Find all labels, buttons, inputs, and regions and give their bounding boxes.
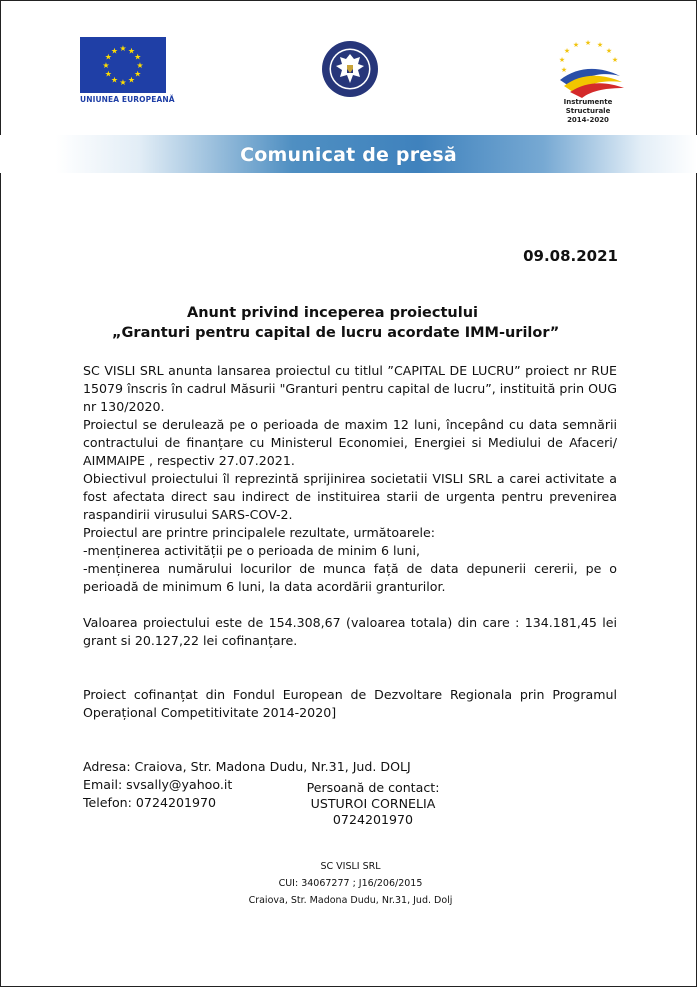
contact-person-block (0, 780, 700, 828)
paragraph-result-1: -menținerea activității pe o perioada de minim 6 luni, (83, 543, 420, 558)
address-line: Adresa: Craiova, Str. Madona Dudu, Nr.31, Jud. DOLJ (83, 759, 411, 774)
svg-text:★: ★ (584, 39, 592, 47)
company-footer (0, 858, 700, 909)
phone-line: Telefon: 0724201970 (83, 795, 217, 810)
svg-text:★: ★ (119, 78, 127, 87)
announcement-heading (0, 303, 700, 343)
svg-text:★: ★ (572, 41, 580, 49)
heading-line-2: „Granturi pentru capital de lucru acordate IMM-urilor” (112, 325, 560, 341)
paragraph-duration: Proiectul se derulează pe o perioada de maxim 12 luni, începând cu data semnării contractului de finanțare cu Ministerul Economiei, Energiei si Mediului de Afaceri/ AIMMAIPE , respectiv 27.07.2021. (83, 417, 617, 468)
svg-text:★: ★ (134, 69, 142, 79)
paragraph-result-2: -menținerea numărului locurilor de munca față de data depunerii cererii, pe o perioadă de minimum 6 luni, la data acordării granturilor. (83, 561, 617, 594)
svg-text:★: ★ (110, 46, 119, 56)
svg-text:★: ★ (104, 69, 112, 79)
is-caption-line1: Instrumente Structurale (563, 98, 613, 115)
svg-text:★: ★ (563, 47, 571, 55)
paragraph-project-value: Valoarea proiectului este de 154.308,67 (valoarea totala) din care : 134.181,45 lei grant si 20.127,22 lei cofinanțare. (83, 615, 617, 648)
paragraph-objective: Obiectivul proiectului îl reprezintă sprijinirea societatii VISLI SRL a carei activitate a fost afectata direct sau indirect de instituirea starii de urgenta pentru prevenirea raspandirii virusului SARS-COV-2. (83, 471, 617, 522)
eu-logo (80, 37, 175, 104)
contact-phone: 0724201970 (332, 812, 414, 827)
contact-name: USTUROI CORNELIA (310, 796, 436, 811)
paragraph-results-intro: Proiectul are printre principalele rezultate, următoarele: (83, 525, 435, 540)
body-text (83, 362, 617, 812)
heading-line-1: Anunt privind inceperea proiectului (187, 305, 479, 321)
eu-flag-icon (80, 37, 166, 93)
instrumente-structurale-caption (548, 98, 628, 125)
svg-text:★: ★ (102, 61, 110, 70)
paragraph-cofinancing: Proiect cofinanțat din Fondul European de Dezvoltare Regionala prin Programul Operațional Competitivitate 2014-2020] (83, 687, 617, 720)
contact-label: Persoană de contact: (306, 780, 440, 795)
svg-text:★: ★ (558, 56, 566, 64)
gov-logo (320, 39, 380, 99)
svg-text:★: ★ (119, 44, 127, 53)
svg-text:★: ★ (104, 52, 112, 62)
svg-text:★: ★ (611, 56, 619, 64)
is-caption-line2: 2014-2020 (567, 116, 609, 124)
footer-ids: CUI: 34067277 ; J16/206/2015 (278, 878, 423, 889)
svg-text:★: ★ (127, 46, 136, 56)
banner-title: Comunicat de presă (240, 144, 457, 166)
romania-coat-of-arms-icon (320, 39, 380, 99)
press-release-banner (0, 135, 697, 173)
structural-instruments-icon (538, 36, 638, 98)
footer-address: Craiova, Str. Madona Dudu, Nr.31, Jud. Dolj (248, 895, 453, 906)
paragraph-launch: SC VISLI SRL anunta lansarea proiectul cu titlul ”CAPITAL DE LUCRU” proiect nr RUE 15079 înscris în cadrul Măsurii "Granturi pentru capital de lucru”, instituită prin OUG nr 130/2020. (83, 363, 617, 414)
instrumente-structurale-logo (538, 36, 638, 102)
email-line: Email: svsally@yahoo.it (83, 777, 233, 792)
eu-caption: UNIUNEA EUROPEANĂ (80, 95, 175, 104)
document-date: 09.08.2021 (523, 247, 618, 265)
svg-text:★: ★ (596, 41, 604, 49)
svg-text:★: ★ (560, 66, 568, 74)
svg-text:★: ★ (605, 47, 613, 55)
footer-company: SC VISLI SRL (320, 861, 381, 872)
svg-text:★: ★ (136, 61, 144, 70)
svg-text:★: ★ (134, 52, 142, 62)
svg-text:★: ★ (110, 75, 119, 85)
svg-text:★: ★ (127, 75, 136, 85)
